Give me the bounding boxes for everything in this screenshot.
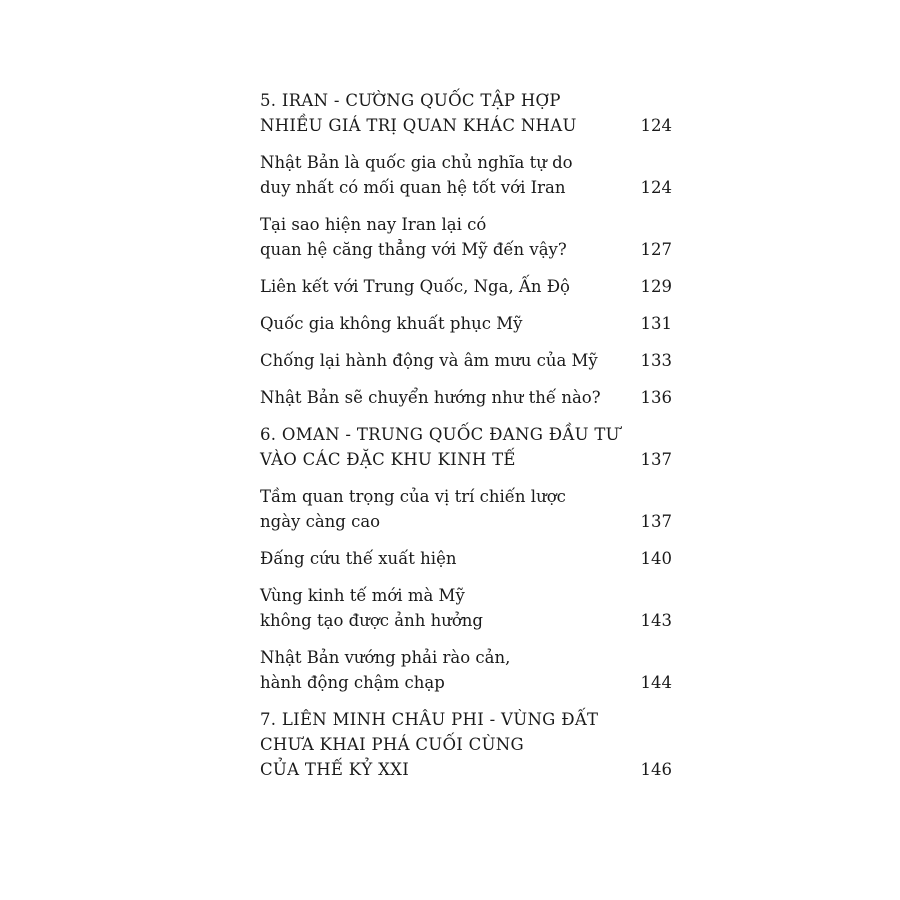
toc-entry <box>260 484 672 534</box>
toc-entry-line: Đấng cứu thế xuất hiện <box>260 549 457 568</box>
toc-entry-line: VÀO CÁC ĐẶC KHU KINH TẾ <box>260 450 516 469</box>
toc-entry <box>260 546 672 571</box>
toc-chapter-6 <box>260 422 672 472</box>
toc-entry-line: Chống lại hành động và âm mưu của Mỹ <box>260 351 598 370</box>
toc-entry-line: Nhật Bản vướng phải rào cản, <box>260 648 511 667</box>
toc-page-number: 131 <box>640 314 672 333</box>
toc-entry-line: CHƯA KHAI PHÁ CUỐI CÙNG <box>260 735 524 754</box>
toc-entry <box>260 212 672 262</box>
toc-entry-line: không tạo được ảnh hưởng <box>260 611 483 630</box>
toc-entry-line: quan hệ căng thẳng với Mỹ đến vậy? <box>260 240 567 259</box>
toc-entry <box>260 150 672 200</box>
toc-page-number: 124 <box>640 116 672 135</box>
toc-entry-line: hành động chậm chạp <box>260 673 445 692</box>
toc-page-number: 140 <box>640 549 672 568</box>
toc-entry <box>260 274 672 299</box>
toc-page-number: 127 <box>640 240 672 259</box>
toc-page-number: 144 <box>640 673 672 692</box>
toc-entry-line: 5. IRAN - CƯỜNG QUỐC TẬP HỢP <box>260 91 561 110</box>
toc-entry-line: Liên kết với Trung Quốc, Nga, Ấn Độ <box>260 277 570 296</box>
toc-page-number: 143 <box>640 611 672 630</box>
toc-entry-line: ngày càng cao <box>260 512 381 531</box>
toc-entry <box>260 645 672 695</box>
table-of-contents <box>260 88 672 794</box>
toc-page-number: 137 <box>640 512 672 531</box>
toc-entry-line: duy nhất có mối quan hệ tốt với Iran <box>260 178 566 197</box>
toc-entry-line: Quốc gia không khuất phục Mỹ <box>260 314 523 333</box>
toc-entry-line: 7. LIÊN MINH CHÂU PHI - VÙNG ĐẤT <box>260 710 599 729</box>
toc-entry <box>260 311 672 336</box>
toc-entry <box>260 348 672 373</box>
toc-entry-line: Tầm quan trọng của vị trí chiến lược <box>260 487 566 506</box>
toc-page-number: 146 <box>640 760 672 779</box>
toc-entry-line: Vùng kinh tế mới mà Mỹ <box>260 586 465 605</box>
toc-entry-line: Nhật Bản là quốc gia chủ nghĩa tự do <box>260 153 573 172</box>
toc-entry <box>260 385 672 410</box>
toc-page-number: 133 <box>640 351 672 370</box>
toc-entry-line: CỦA THẾ KỶ XXI <box>260 760 410 779</box>
toc-entry-line: NHIỀU GIÁ TRỊ QUAN KHÁC NHAU <box>260 116 577 135</box>
toc-entry-line: 6. OMAN - TRUNG QUỐC ĐANG ĐẦU TƯ <box>260 425 620 444</box>
toc-chapter-7 <box>260 707 672 782</box>
toc-page-number: 124 <box>640 178 672 197</box>
toc-entry <box>260 583 672 633</box>
toc-entry-line: Tại sao hiện nay Iran lại có <box>260 215 487 234</box>
toc-page-number: 137 <box>640 450 672 469</box>
toc-page-number: 136 <box>640 388 672 407</box>
toc-chapter-5 <box>260 88 672 138</box>
toc-page-number: 129 <box>640 277 672 296</box>
toc-entry-line: Nhật Bản sẽ chuyển hướng như thế nào? <box>260 388 601 407</box>
